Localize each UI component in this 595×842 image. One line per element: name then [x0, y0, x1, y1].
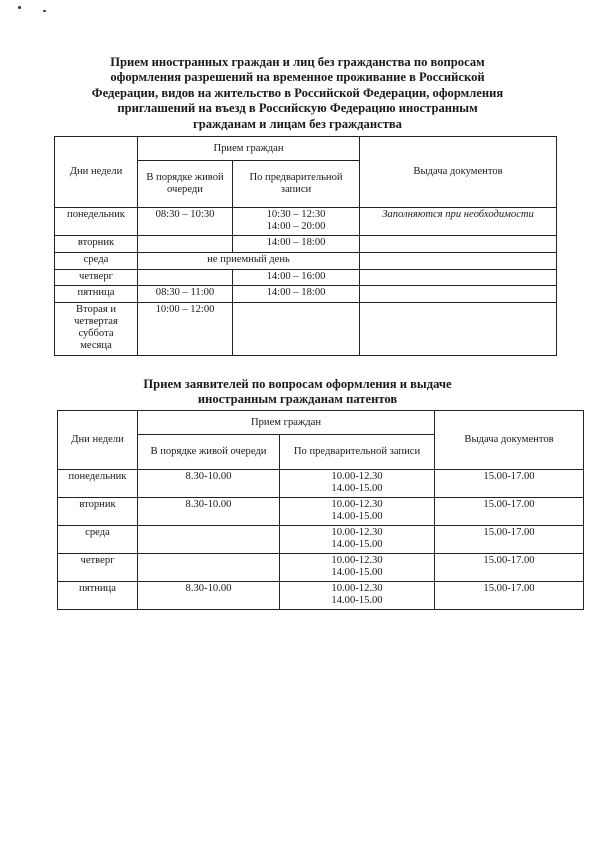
day-cell: среда	[55, 253, 138, 270]
queue-cell	[138, 270, 233, 286]
table-row	[58, 582, 584, 610]
header-reception: Прием граждан	[138, 411, 435, 435]
header-appointment: По предварительной записи	[233, 161, 360, 208]
appointment-cell: 10.00-12.30 14.00-15.00	[280, 554, 435, 582]
title-line: Федерации, видов на жительство в Российской Федерации, оформления	[91, 85, 504, 100]
table-row	[55, 253, 557, 270]
residence-schedule-table	[54, 136, 557, 356]
day-cell: понедельник	[55, 208, 138, 236]
queue-cell	[138, 554, 280, 582]
title-line: Прием заявителей по вопросам оформления и выдаче	[143, 377, 452, 391]
appointment-cell: 10.00-12.30 14.00-15.00	[280, 498, 435, 526]
queue-cell	[138, 236, 233, 253]
day-cell: вторник	[55, 236, 138, 253]
issue-cell	[360, 286, 557, 303]
title-line: Прием иностранных граждан и лиц без гражданства по вопросам	[110, 55, 485, 69]
table-row	[55, 303, 557, 356]
issue-cell	[360, 253, 557, 270]
day-cell: пятница	[58, 582, 138, 610]
appointment-cell: 14:00 – 16:00	[233, 270, 360, 286]
scan-speck	[18, 6, 21, 9]
header-appointment: По предварительной записи	[280, 435, 435, 470]
patent-schedule-table	[57, 410, 584, 610]
day-cell: вторник	[58, 498, 138, 526]
table-row	[55, 270, 557, 286]
queue-cell: 10:00 – 12:00	[138, 303, 233, 356]
appointment-cell: 14:00 – 18:00	[233, 236, 360, 253]
table-row	[58, 470, 584, 498]
queue-cell: 8.30-10.00	[138, 498, 280, 526]
issue-cell: Заполняются при необходимости	[360, 208, 557, 236]
table-row	[55, 208, 557, 236]
table-row	[58, 498, 584, 526]
table-row	[55, 236, 557, 253]
table-row	[58, 554, 584, 582]
day-cell: среда	[58, 526, 138, 554]
appointment-cell: 14:00 – 18:00	[233, 286, 360, 303]
section1-title	[70, 55, 525, 132]
queue-cell: 08:30 – 11:00	[138, 286, 233, 303]
header-issue: Выдача документов	[435, 411, 584, 470]
table-row	[55, 286, 557, 303]
issue-cell	[360, 270, 557, 286]
day-cell: Вторая и четвертая суббота месяца	[55, 303, 138, 356]
header-issue: Выдача документов	[360, 137, 557, 208]
issue-cell: 15.00-17.00	[435, 582, 584, 610]
issue-cell: 15.00-17.00	[435, 554, 584, 582]
header-reception: Прием граждан	[138, 137, 360, 161]
day-cell: четверг	[55, 270, 138, 286]
appointment-cell: 10.00-12.30 14.00-15.00	[280, 526, 435, 554]
section2-title	[105, 377, 490, 408]
queue-cell: 08:30 – 10:30	[138, 208, 233, 236]
issue-cell	[360, 303, 557, 356]
queue-cell: 8.30-10.00	[138, 582, 280, 610]
day-cell: понедельник	[58, 470, 138, 498]
queue-cell: 8.30-10.00	[138, 470, 280, 498]
table-row	[58, 526, 584, 554]
title-line: гражданам и лицам без гражданства	[193, 116, 402, 131]
issue-cell: 15.00-17.00	[435, 470, 584, 498]
scan-speck	[43, 10, 46, 12]
header-queue: В порядке живой очереди	[138, 435, 280, 470]
non-reception-day-cell: не приемный день	[138, 253, 360, 270]
header-days: Дни недели	[55, 137, 138, 208]
appointment-cell: 10:30 – 12:30 14:00 – 20:00	[233, 208, 360, 236]
header-row	[55, 137, 557, 161]
issue-cell: 15.00-17.00	[435, 498, 584, 526]
header-days: Дни недели	[58, 411, 138, 470]
title-line: оформления разрешений на временное проживание в Российской	[110, 70, 485, 85]
appointment-cell: 10.00-12.30 14.00-15.00	[280, 582, 435, 610]
issue-cell	[360, 236, 557, 253]
appointment-cell	[233, 303, 360, 356]
day-cell: четверг	[58, 554, 138, 582]
header-queue: В порядке живой очереди	[138, 161, 233, 208]
issue-cell: 15.00-17.00	[435, 526, 584, 554]
title-line: иностранным гражданам патентов	[197, 392, 398, 407]
day-cell: пятница	[55, 286, 138, 303]
appointment-cell: 10.00-12.30 14.00-15.00	[280, 470, 435, 498]
queue-cell	[138, 526, 280, 554]
title-line: приглашений на въезд в Российскую Федерацию иностранным	[117, 101, 478, 116]
header-row	[58, 411, 584, 435]
